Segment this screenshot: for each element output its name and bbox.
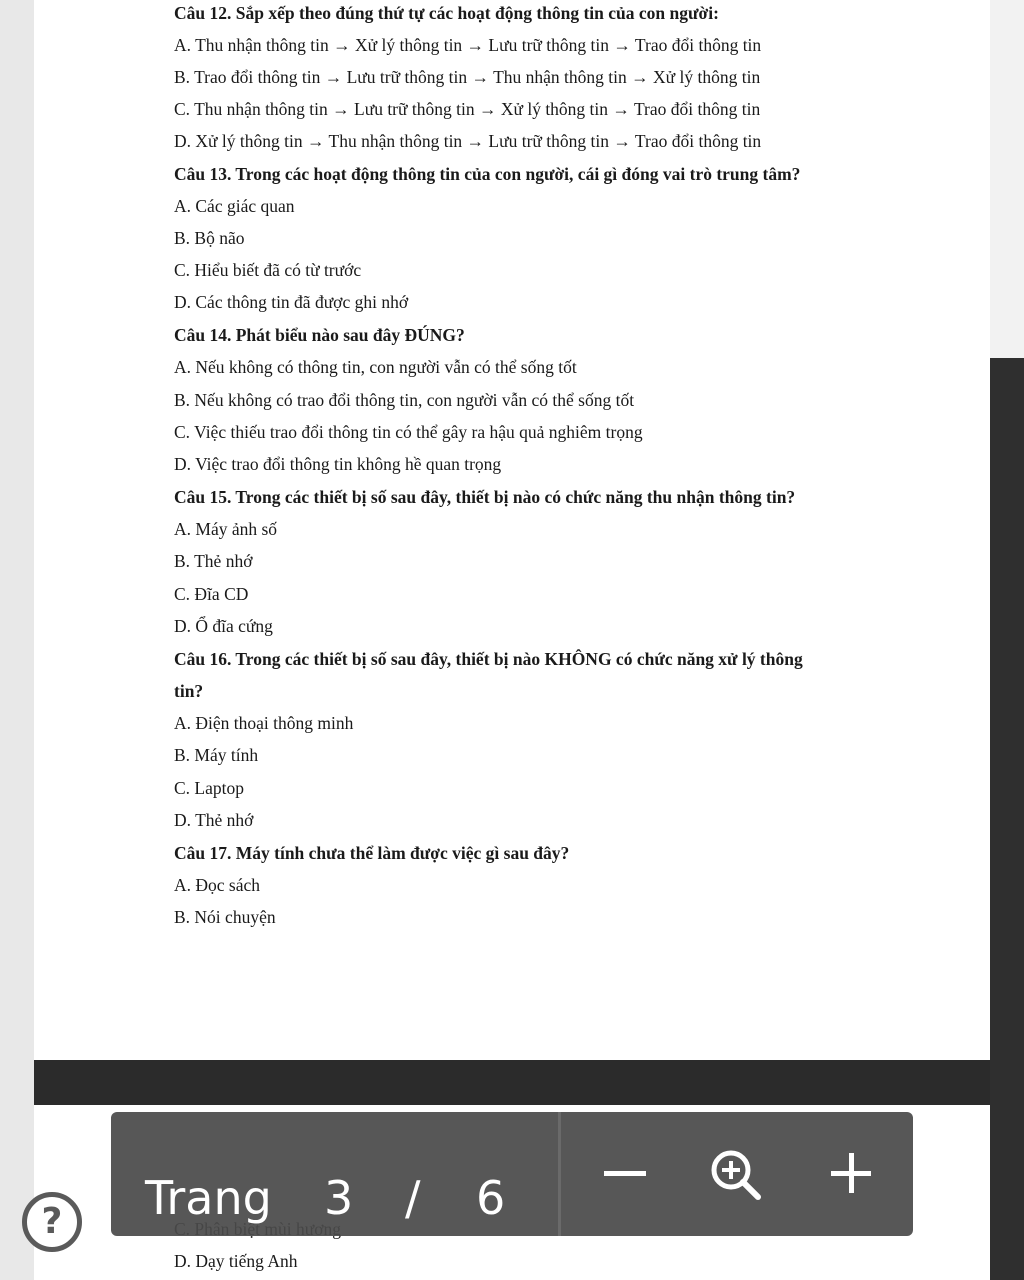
question-12: Câu 12. Sắp xếp theo đúng thứ tự các hoạt động thông tin của con người:	[174, 3, 719, 23]
option-14-c: C. Việc thiếu trao đổi thông tin có thể gây ra hậu quả nghiêm trọng	[174, 422, 643, 442]
current-page-number[interactable]: 3	[324, 1171, 354, 1225]
help-icon: ?	[41, 1201, 63, 1242]
option-14-a: A. Nếu không có thông tin, con người vẫn có thể sống tốt	[174, 357, 577, 377]
plus-icon	[816, 1140, 886, 1210]
page-word-label: Trang	[145, 1171, 272, 1225]
option-16-b: B. Máy tính	[174, 745, 259, 765]
option-16-a: A. Điện thoại thông minh	[174, 713, 354, 733]
option-14-d: D. Việc trao đổi thông tin không hề quan trọng	[174, 454, 502, 474]
zoom-in-button[interactable]	[816, 1140, 886, 1210]
option-13-a: A. Các giác quan	[174, 196, 295, 216]
document-page	[34, 0, 990, 1060]
zoom-out-button[interactable]	[590, 1140, 660, 1210]
option-12-a: A. Thu nhận thông tin → Xử lý thông tin → Lưu trữ thông tin → Trao đổi thông tin	[174, 35, 762, 55]
toolbar-divider	[558, 1112, 561, 1236]
option-15-a: A. Máy ảnh số	[174, 519, 278, 539]
question-17: Câu 17. Máy tính chưa thể làm được việc gì sau đây?	[174, 843, 570, 863]
option-17-b: B. Nói chuyện	[174, 907, 276, 927]
question-16: Câu 16. Trong các thiết bị số sau đây, thiết bị nào KHÔNG có chức năng xử lý thông	[174, 649, 803, 669]
option-15-b: B. Thẻ nhớ	[174, 551, 253, 571]
question-16-cont: tin?	[174, 681, 204, 701]
option-16-d: D. Thẻ nhớ	[174, 810, 254, 830]
option-13-d: D. Các thông tin đã được ghi nhớ	[174, 292, 409, 312]
option-12-b: B. Trao đổi thông tin → Lưu trữ thông tin → Thu nhận thông tin → Xử lý thông tin	[174, 67, 761, 87]
option-17-a: A. Đọc sách	[174, 875, 261, 895]
zoom-fit-button[interactable]	[700, 1140, 770, 1210]
option-12-d: D. Xử lý thông tin → Thu nhận thông tin → Lưu trữ thông tin → Trao đổi thông tin	[174, 131, 762, 151]
total-pages: 6	[476, 1171, 506, 1225]
help-button[interactable]	[22, 1192, 82, 1252]
zoom-in-icon	[700, 1140, 770, 1210]
scrollbar-track[interactable]	[990, 0, 1024, 1280]
option-15-c: C. Đĩa CD	[174, 584, 249, 604]
option-17-d: D. Dạy tiếng Anh	[174, 1251, 298, 1271]
page-separator: /	[405, 1171, 421, 1225]
question-15: Câu 15. Trong các thiết bị số sau đây, thiết bị nào có chức năng thu nhận thông tin?	[174, 487, 796, 507]
option-14-b: B. Nếu không có trao đổi thông tin, con người vẫn có thể sống tốt	[174, 390, 635, 410]
option-13-c: C. Hiểu biết đã có từ trước	[174, 260, 362, 280]
question-14: Câu 14. Phát biểu nào sau đây ĐÚNG?	[174, 325, 465, 345]
option-13-b: B. Bộ não	[174, 228, 245, 248]
question-13: Câu 13. Trong các hoạt động thông tin của con người, cái gì đóng vai trò trung tâm?	[174, 164, 801, 184]
option-16-c: C. Laptop	[174, 778, 244, 798]
minus-icon	[590, 1140, 660, 1210]
scrollbar-thumb[interactable]	[990, 0, 1024, 358]
viewer-left-margin	[0, 0, 34, 1280]
option-15-d: D. Ổ đĩa cứng	[174, 616, 273, 636]
option-12-c: C. Thu nhận thông tin → Lưu trữ thông tin → Xử lý thông tin → Trao đổi thông tin	[174, 99, 761, 119]
